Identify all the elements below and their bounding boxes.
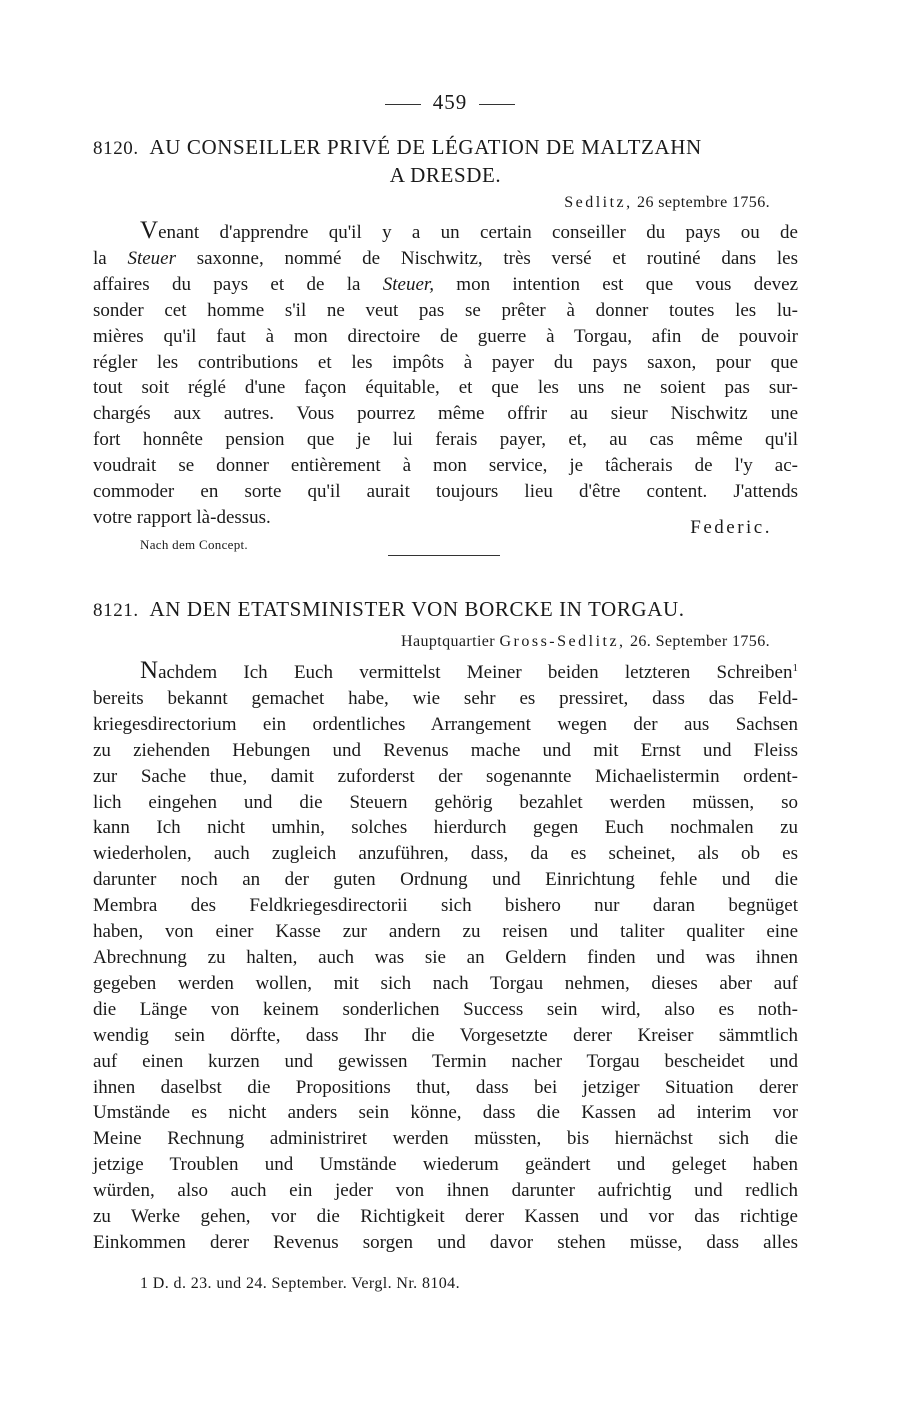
text-line: Einkommen derer Revenus sorgen und davor stehen müsse, dass alles xyxy=(93,1231,798,1253)
letter2-place: Gross-Sedlitz, xyxy=(499,633,626,650)
page-number-text: 459 xyxy=(432,90,468,114)
text-line: la Steuer saxonne, nommé de Nischwitz, très versé et routiné dans les xyxy=(93,247,798,269)
text-line: kriegesdirectorium ein ordentliches Arrangement wegen der aus Sachsen xyxy=(93,713,798,735)
italic-term: Steuer, xyxy=(382,273,434,295)
page-number-dash-left xyxy=(385,104,421,105)
text-line: commoder en sorte qu'il aurait toujours lieu d'être content. J'attends xyxy=(93,481,798,503)
text-line: zu Werke gehen, vor die Richtigkeit derer Kassen und vor das richtige xyxy=(93,1206,798,1228)
text-line: wiederholen, auch zugleich anzuführen, dass, da es scheinet, als ob es xyxy=(93,843,798,865)
text-line: fort honnête pension que je lui ferais payer, et, au cas même qu'il xyxy=(93,429,798,451)
letter2-heading-text: AN DEN ETATSMINISTER VON BORCKE IN TORGAU. xyxy=(149,597,685,621)
text-line: Umstände es nicht anders sein könne, dass die Kassen ad interim vor xyxy=(93,1102,798,1124)
italic-term: Steuer xyxy=(127,247,176,269)
footnote: 1 D. d. 23. und 24. September. Vergl. Nr. 8104. xyxy=(140,1275,460,1292)
letter1-heading-line2: A DRESDE. xyxy=(389,163,502,187)
letter1-place: Sedlitz, xyxy=(564,194,633,211)
text-line: tout soit réglé d'une façon équitable, et que les uns ne soient pas sur- xyxy=(93,377,798,399)
page-number xyxy=(0,90,900,115)
text-line: kann Ich nicht umhin, solches hierdurch gegen Euch nochmalen zu xyxy=(93,817,798,839)
letter1-heading xyxy=(93,134,798,188)
text-line: würden, also auch ein jeder von ihnen darunter aufrichtig und redlich xyxy=(93,1180,798,1202)
letter1-signature: Federic. xyxy=(690,517,772,538)
text-line: zur Sache thue, damit zuforderst der sogenannte Michaelistermin ordent- xyxy=(93,765,798,787)
text-line: haben, von einer Kasse zur andern zu reisen und taliter qualiter eine xyxy=(93,921,798,943)
letter2-date: 26. September 1756. xyxy=(629,633,770,650)
letter1-source-note: Nach dem Concept. xyxy=(140,537,248,552)
page-number-dash-right xyxy=(479,104,515,105)
text-line: bereits bekannt gemachet habe, wie sehr es pressiret, dass das Feld- xyxy=(93,687,798,709)
text-line: affaires du pays et de la Steuer, mon intention est que vous devez xyxy=(93,273,799,295)
letter1-number: 8120. xyxy=(93,138,139,159)
text-line: Abrechnung zu halten, auch was sie an Geldern finden und was ihnen xyxy=(93,946,798,968)
text-line: lich eingehen und die Steuern gehörig bezahlet werden müssen, so xyxy=(93,791,798,813)
letter1-body xyxy=(93,218,798,531)
text-line: mières qu'il faut à mon directoire de guerre à Torgau, afin de pouvoir xyxy=(93,325,798,347)
initial-letter: N xyxy=(140,657,159,684)
letter2-number: 8121. xyxy=(93,600,139,621)
text-line: die Länge von keinem sonderlichen Success sein wird, also es noth- xyxy=(93,998,798,1020)
letter1-date: 26 septembre 1756. xyxy=(637,194,770,211)
letter2-heading xyxy=(93,596,798,624)
text-line: voudrait se donner entièrement à mon service, je tâcherais de l'y ac- xyxy=(93,455,798,477)
letter1-heading-line1: AU CONSEILLER PRIVÉ DE LÉGATION DE MALTZAHN xyxy=(149,135,702,159)
letter2-dateline xyxy=(401,633,770,651)
letter2-body xyxy=(93,656,798,1256)
text-line: ihnen daselbst die Propositions thut, dass bei jetziger Situation derer xyxy=(93,1076,798,1098)
text-line: Membra des Feldkriegesdirectorii sich bishero nur daran begnüget xyxy=(93,895,798,917)
text-line: Meine Rechnung administriret werden müssten, bis hiernächst sich die xyxy=(93,1128,798,1150)
text-line: jetzige Troublen und Umstände wiederum geändert und geleget haben xyxy=(93,1154,798,1176)
section-divider xyxy=(388,555,500,556)
text-line: darunter noch an der guten Ordnung und Einrichtung fehle und die xyxy=(93,869,798,891)
text-line: Venant d'apprendre qu'il y a un certain conseiller du pays ou de xyxy=(140,217,798,244)
text-line: wendig sein dörfte, dass Ihr die Vorgesetzte derer Kreiser sämmtlich xyxy=(93,1024,798,1046)
text-line: régler les contributions et les impôts à payer du pays saxon, pour que xyxy=(93,351,798,373)
text-line: chargés aux autres. Vous pourrez même offrir au sieur Nischwitz une xyxy=(93,403,798,425)
text-line: sonder cet homme s'il ne veut pas se prêter à donner toutes les lu- xyxy=(93,299,798,321)
text-line: Nachdem Ich Euch vermittelst Meiner beiden letzteren Schreiben$^1$ xyxy=(140,657,798,684)
text-line: zu ziehenden Hebungen und Revenus mache und mit Ernst und Fleiss xyxy=(93,739,798,761)
initial-letter: V xyxy=(140,217,159,244)
letter1-dateline xyxy=(564,194,770,212)
letter2-place-prefix: Hauptquartier xyxy=(400,633,496,650)
text-line: votre rapport là-dessus. xyxy=(93,506,271,528)
footnote-marker: 1 xyxy=(792,662,798,674)
text-line: auf einen kurzen und gewissen Termin nacher Torgau bescheidet und xyxy=(93,1050,798,1072)
text-line: gegeben werden wollen, mit sich nach Torgau nehmen, dieses aber auf xyxy=(93,972,798,994)
